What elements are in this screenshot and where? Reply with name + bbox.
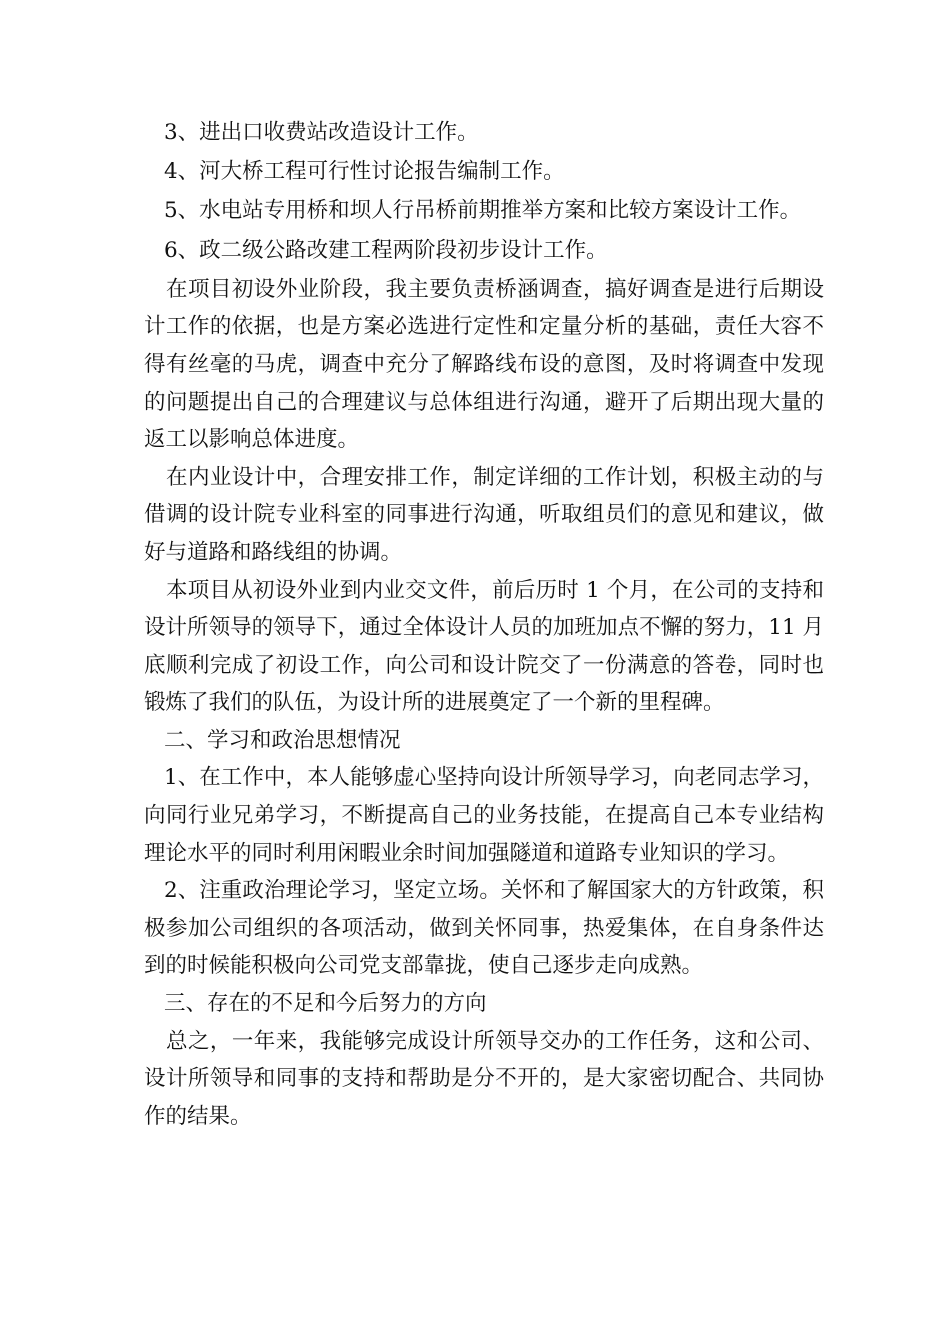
paragraph-project-summary: 本项目从初设外业到内业交文件，前后历时 1 个月，在公司的支持和设计所领导的领导下，通过全体设计人员的加班加点不懈的努力，11 月底顺利完成了初设工作，向公司和设计院交了一份满意的答卷，同时也锻炼了我们的队伍，为设计所的进展奠定了一个新的里程碑。	[144, 577, 824, 716]
study-point-2: 2、注重政治理论学习，坚定立场。关怀和了解国家大的方针政策，积极参加公司组织的各项活动，做到关怀同事，热爱集体，在自身条件达到的时候能积极向公司党支部靠拢，使自己逐步走向成熟。	[144, 878, 824, 979]
section-heading-shortcomings: 三、存在的不足和今后努力的方向	[164, 991, 487, 1017]
paragraph-conclusion: 总之，一年来，我能够完成设计所领导交办的工作任务，这和公司、设计所领导和同事的支持和帮助是分不开的，是大家密切配合、共同协作的结果。	[144, 1028, 824, 1129]
work-item-3: 3、进出口收费站改造设计工作。	[164, 120, 479, 145]
paragraph-interior-design: 在内业设计中，合理安排工作，制定详细的工作计划，积极主动的与借调的设计院专业科室的同事进行沟通，听取组员们的意见和建议，做好与道路和路线组的协调。	[144, 464, 824, 565]
study-point-1: 1、在工作中，本人能够虚心坚持向设计所领导学习，向老同志学习，向同行业兄弟学习，不断提高自己的业务技能，在提高自己本专业结构理论水平的同时利用闲暇业余时间加强隧道和道路专业知识的学习。	[144, 765, 824, 866]
paragraph-field-survey: 在项目初设外业阶段，我主要负责桥涵调查，搞好调查是进行后期设计工作的依据，也是方案必选进行定性和定量分析的基础，责任大容不得有丝毫的马虎，调查中充分了解路线布设的意图，及时将调查中发现的问题提出自己的合理建议与总体组进行沟通，避开了后期出现大量的返工以影响总体进度。	[144, 276, 824, 453]
document-body	[144, 114, 824, 1135]
section-heading-study-politics: 二、学习和政治思想情况	[164, 727, 401, 753]
work-item-6: 6、政二级公路改建工程两阶段初步设计工作。	[164, 237, 608, 263]
work-item-4: 4、河大桥工程可行性讨论报告编制工作。	[164, 159, 565, 185]
work-item-5: 5、水电站专用桥和坝人行吊桥前期推举方案和比较方案设计工作。	[164, 198, 802, 224]
